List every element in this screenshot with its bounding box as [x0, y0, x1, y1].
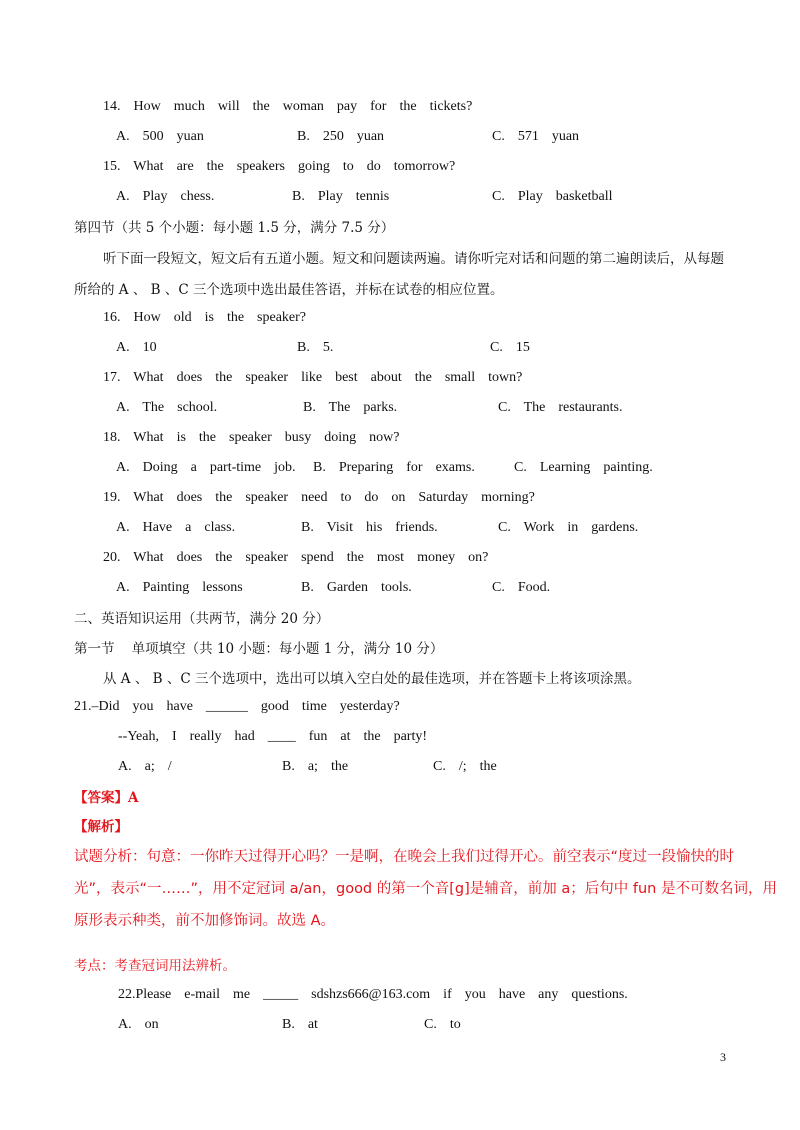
- q18-option-c: C. Learning painting.: [514, 460, 653, 475]
- q15-option-c: C. Play basketball: [492, 189, 613, 204]
- q17-option-c: C. The restaurants.: [498, 400, 623, 415]
- q21-option-b: B. a; the: [282, 759, 349, 774]
- q16-option-a: A. 10: [116, 340, 157, 355]
- section4-instruction-line2: 所给的 A 、 B 、C 三个选项中选出最佳答语，并标在试卷的相应位置。: [74, 282, 504, 298]
- q15-option-a: A. Play chess.: [116, 189, 215, 204]
- question-21-line2: --Yeah, I really had ____ fun at the party!: [118, 729, 428, 744]
- question-19: 19. What does the speaker need to do on Saturday morning?: [103, 490, 535, 505]
- kaodian-note: 考点：考查冠词用法辨析。: [74, 958, 236, 974]
- q16-option-b: B. 5.: [297, 340, 334, 355]
- part2-instruction: 从 A 、 B 、C 三个选项中，选出可以填入空白处的最佳选项，并在答题卡上将该项涂黑。: [103, 671, 641, 687]
- q21-option-c: C. /; the: [433, 759, 497, 774]
- part2-section1-heading: 第一节 单项填空（共 10 小题：每小题 1 分，满分 10 分）: [74, 641, 444, 657]
- q18-option-b: B. Preparing for exams.: [313, 460, 475, 475]
- q14-option-c: C. 571 yuan: [492, 129, 580, 144]
- q20-option-a: A. Painting lessons: [116, 580, 243, 595]
- question-17: 17. What does the speaker like best about the small town?: [103, 370, 523, 385]
- part2-heading: 二、英语知识运用（共两节，满分 20 分）: [74, 611, 330, 627]
- q17-option-a: A. The school.: [116, 400, 218, 415]
- analysis-label: 【解析】: [74, 819, 128, 835]
- question-15: 15. What are the speakers going to do tomorrow?: [103, 159, 456, 174]
- q14-option-b: B. 250 yuan: [297, 129, 385, 144]
- q19-option-a: A. Have a class.: [116, 520, 236, 535]
- analysis-line-2: 光”，表示“一……”，用不定冠词 a/an，good 的第一个音[g]是辅音，前加 a；后句中 fun 是不可数名词，用: [74, 881, 777, 897]
- analysis-line-1: 试题分析：句意：一你昨天过得开心吗？一是啊，在晚会上我们过得开心。前空表示“度过一段愉快的时: [74, 849, 735, 865]
- q20-option-b: B. Garden tools.: [301, 580, 412, 595]
- question-22: 22.Please e-mail me _____ sdshzs666@163.com if you have any questions.: [118, 987, 628, 1002]
- question-20: 20. What does the speaker spend the most money on?: [103, 550, 489, 565]
- q16-option-c: C. 15: [490, 340, 530, 355]
- section4-instruction-line1: 听下面一段短文，短文后有五道小题。短文和问题读两遍。请你听完对话和问题的第二遍朗读后，从每题: [103, 251, 724, 267]
- q22-option-a: A. on: [118, 1017, 159, 1032]
- section4-heading: 第四节（共 5 个小题：每小题 1.5 分，满分 7.5 分）: [74, 220, 395, 236]
- page-number: 3: [720, 1050, 726, 1064]
- question-18: 18. What is the speaker busy doing now?: [103, 430, 400, 445]
- q22-option-b: B. at: [282, 1017, 318, 1032]
- q14-option-a: A. 500 yuan: [116, 129, 204, 144]
- q17-option-b: B. The parks.: [303, 400, 398, 415]
- question-21-line1: 21.–Did you have ______ good time yesterday?: [74, 699, 400, 714]
- question-14: 14. How much will the woman pay for the tickets?: [103, 99, 473, 114]
- answer-label: 【答案】A: [74, 790, 139, 806]
- question-16: 16. How old is the speaker?: [103, 310, 307, 325]
- q19-option-c: C. Work in gardens.: [498, 520, 639, 535]
- q20-option-c: C. Food.: [492, 580, 551, 595]
- q15-option-b: B. Play tennis: [292, 189, 390, 204]
- q22-option-c: C. to: [424, 1017, 461, 1032]
- q18-option-a: A. Doing a part-time job.: [116, 460, 296, 475]
- q19-option-b: B. Visit his friends.: [301, 520, 438, 535]
- q21-option-a: A. a; /: [118, 759, 172, 774]
- analysis-line-3: 原形表示种类，前不加修饰词。故选 A。: [74, 913, 336, 929]
